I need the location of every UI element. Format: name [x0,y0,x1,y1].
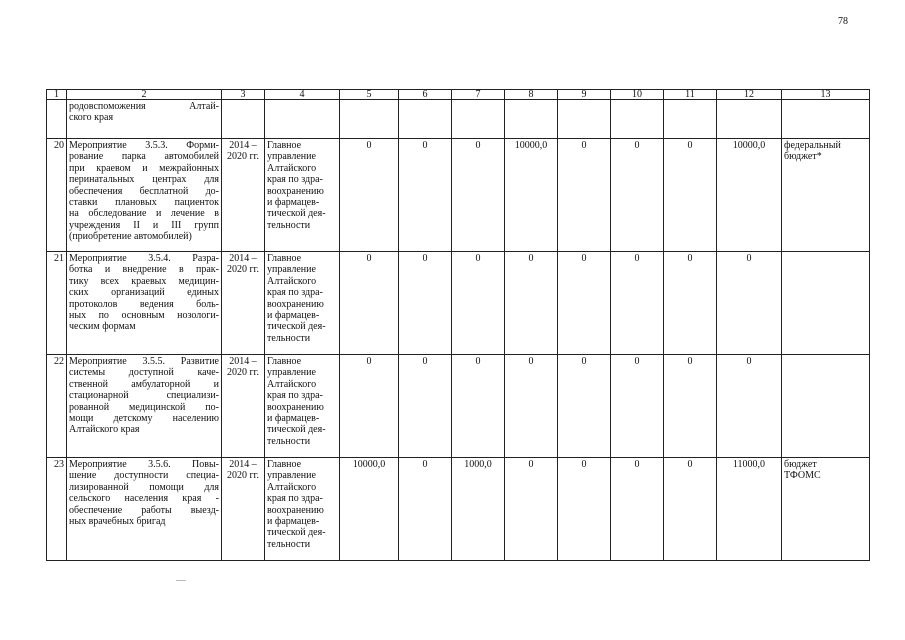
executor-line: и фармацев- [267,197,320,209]
period-line: 2020 гг. [226,470,260,482]
executor-line: управление [267,264,316,276]
measure-name-line: ских организаций единых [69,287,219,299]
value-cell: 0 [399,355,452,458]
measure-name-line: родовспоможения Алтай- [69,101,219,112]
measure-name-line: Алтайского края [69,424,140,436]
measure-name-line: ского края [69,112,114,124]
measure-name-cell [67,139,222,252]
executor-line: края по здра- [267,287,323,299]
value-cell: 0 [399,458,452,561]
header-cell-13: 13 [782,90,870,100]
measure-name-line: тику всех краевых медицин- [69,275,219,287]
value-cell: 0 [611,355,664,458]
total-cell: 10000,0 [717,139,782,252]
period-line: 2014 – [229,356,257,367]
measure-name-line: мощи детскому населению [69,413,219,425]
total-cell: 0 [717,252,782,355]
period-cell [222,100,265,139]
executor-line: тельности [267,435,311,447]
header-cell-5: 5 [340,90,399,100]
measure-name-line: рованной медицинской по- [69,401,219,413]
executor-line: и фармацев- [267,413,320,425]
header-cell-12: 12 [717,90,782,100]
header-cell-10: 10 [611,90,664,100]
executor-line: Алтайского [267,162,317,174]
executor-line: и фармацев- [267,516,320,528]
executor-line: управление [267,470,316,482]
executor-cell [265,355,340,458]
value-cell: 0 [611,139,664,252]
header-cell-1: 1 [47,90,67,100]
executor-line: Главное [267,253,302,264]
value-cell: 10000,0 [505,139,558,252]
executor-line: тической дея- [267,208,326,220]
measure-name-line: ставки плановых пациенток [69,197,219,209]
measure-name-line: при краевом и межрайонных [69,162,219,174]
measure-name-line: на обследование и лечение в [69,208,219,220]
measure-name-cell [67,355,222,458]
executor-cell [265,252,340,355]
value-cell: 0 [558,252,611,355]
measure-name-line: ных по основным нозологи- [69,310,219,322]
executor-line: края по здра- [267,493,323,505]
value-cell: 1000,0 [452,458,505,561]
executor-line: управление [267,151,316,163]
measure-name-line: Мероприятие 3.5.5. Развитие [69,356,219,367]
value-cell [452,100,505,139]
period-line: 2014 – [229,253,257,264]
funding-source-line: федеральный [784,140,841,151]
measure-name-line: ных врачебных бригад [69,516,166,528]
table-row [47,139,870,252]
value-cell: 0 [664,458,717,561]
executor-line: Главное [267,356,302,367]
period-line: 2020 гг. [226,264,260,276]
executor-line: тической дея- [267,321,326,333]
funding-source-line: бюджет [784,459,817,470]
row-number-cell [47,100,67,139]
value-cell [340,100,399,139]
value-cell: 0 [505,355,558,458]
header-cell-4: 4 [265,90,340,100]
funding-source-cell [782,458,870,561]
measure-name-line: (приобретение автомобилей) [69,231,192,243]
measure-name-line: обеспечение работы выезд- [69,504,219,516]
table-row [47,252,870,355]
program-measures-table [46,89,870,561]
executor-line: тической дея- [267,424,326,436]
value-cell: 0 [399,139,452,252]
measure-name-line: ботка и внедрение в прак- [69,264,219,276]
funding-source-cell [782,355,870,458]
measure-name-line: Мероприятие 3.5.3. Форми- [69,140,219,151]
executor-line: Алтайского [267,481,317,493]
executor-line: воохранению [267,185,324,197]
total-cell: 11000,0 [717,458,782,561]
header-cell-3: 3 [222,90,265,100]
header-cell-9: 9 [558,90,611,100]
value-cell: 0 [452,139,505,252]
measure-name-line: системы доступной каче- [69,367,219,379]
executor-line: Главное [267,140,302,151]
value-cell: 0 [340,252,399,355]
period-line: 2014 – [229,140,257,151]
measure-name-line: сельского населения края - [69,493,219,505]
value-cell: 0 [611,458,664,561]
header-cell-6: 6 [399,90,452,100]
total-cell [717,100,782,139]
funding-source-line: бюджет* [784,151,822,163]
table-row [47,355,870,458]
period-cell [222,458,265,561]
measure-name-line: протоколов ведения боль- [69,298,219,310]
measure-name-cell [67,252,222,355]
total-cell: 0 [717,355,782,458]
measure-name-line: Мероприятие 3.5.4. Разра- [69,253,219,264]
value-cell: 0 [340,355,399,458]
header-cell-7: 7 [452,90,505,100]
value-cell: 0 [505,458,558,561]
measure-name-line: стационарной специализи- [69,390,219,402]
period-cell [222,139,265,252]
value-cell [558,100,611,139]
measure-name-line: учреждения II и III групп [69,219,219,231]
value-cell: 0 [611,252,664,355]
value-cell [505,100,558,139]
measure-name-line: Мероприятие 3.5.6. Повы- [69,459,219,470]
executor-line: Главное [267,459,302,470]
value-cell: 0 [664,252,717,355]
funding-source-cell [782,252,870,355]
executor-line: Алтайского [267,378,317,390]
executor-line: и фармацев- [267,310,320,322]
value-cell: 0 [399,252,452,355]
executor-line: тельности [267,219,311,231]
header-cell-8: 8 [505,90,558,100]
executor-line: воохранению [267,504,324,516]
measure-name-cell [67,458,222,561]
value-cell [664,100,717,139]
executor-line: края по здра- [267,390,323,402]
executor-cell [265,139,340,252]
value-cell: 0 [664,355,717,458]
measure-name-line: рование парка автомобилей [69,151,219,163]
measure-name-line: ственной амбулаторной и [69,378,219,390]
period-line: 2020 гг. [226,367,260,379]
value-cell: 0 [558,139,611,252]
executor-line: тической дея- [267,527,326,539]
value-cell [399,100,452,139]
executor-line: тельности [267,538,311,550]
executor-line: края по здра- [267,174,323,186]
header-cell-2: 2 [67,90,222,100]
executor-cell [265,100,340,139]
executor-line: воохранению [267,298,324,310]
row-number-cell: 20 [47,139,67,252]
funding-source-cell [782,100,870,139]
value-cell: 0 [452,355,505,458]
row-number-cell: 21 [47,252,67,355]
value-cell: 0 [505,252,558,355]
funding-source-line: ТФОМС [784,470,821,482]
value-cell: 0 [558,355,611,458]
header-cell-11: 11 [664,90,717,100]
value-cell: 0 [558,458,611,561]
row-number-cell: 22 [47,355,67,458]
row-number-cell: 23 [47,458,67,561]
measure-name-line: обеспечения бесплатной до- [69,185,219,197]
measure-name-cell [67,100,222,139]
value-cell [611,100,664,139]
executor-line: управление [267,367,316,379]
executor-line: тельности [267,332,311,344]
value-cell: 0 [452,252,505,355]
measure-name-line: ческим формам [69,321,136,333]
executor-line: Алтайского [267,275,317,287]
executor-cell [265,458,340,561]
period-line: 2020 гг. [226,151,260,163]
measure-name-line: перинатальных центрах для [69,174,219,186]
page-number: 78 [838,16,848,27]
value-cell: 10000,0 [340,458,399,561]
funding-source-cell [782,139,870,252]
period-cell [222,355,265,458]
period-cell [222,252,265,355]
value-cell: 0 [340,139,399,252]
scan-mark [176,580,186,581]
period-line: 2014 – [229,459,257,470]
table-row [47,458,870,561]
executor-line: воохранению [267,401,324,413]
measure-name-line: шение доступности специа- [69,470,219,482]
measure-name-line: лизированной помощи для [69,481,219,493]
continuation-row [47,100,870,139]
value-cell: 0 [664,139,717,252]
column-number-header-row [47,90,870,100]
